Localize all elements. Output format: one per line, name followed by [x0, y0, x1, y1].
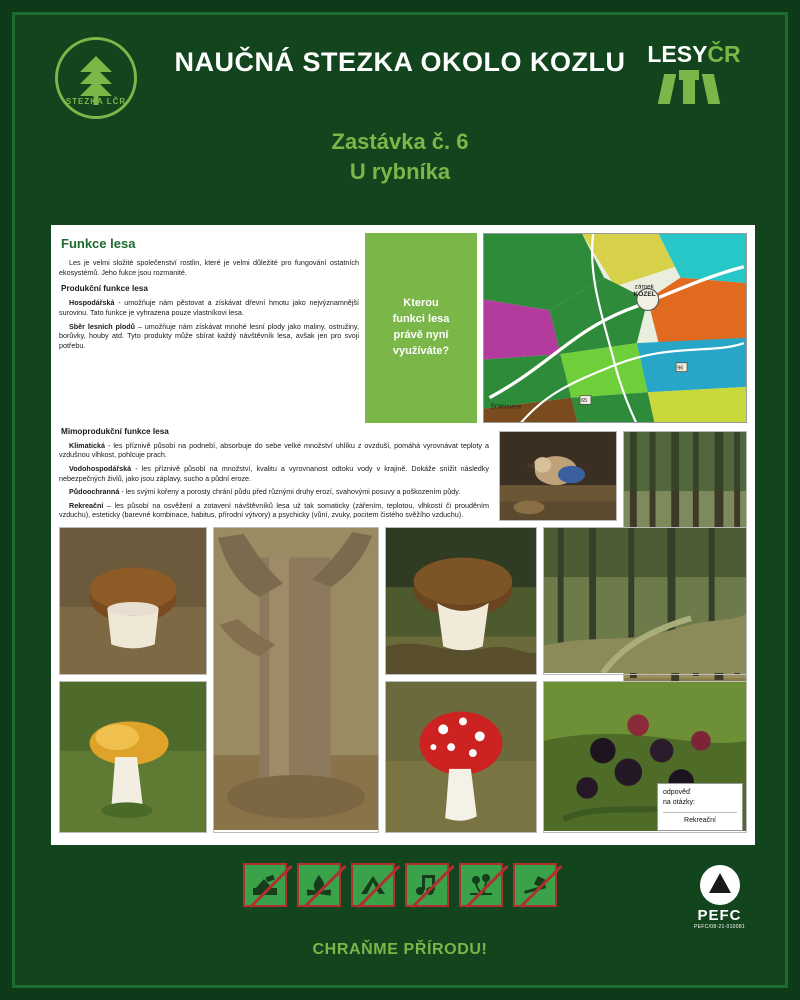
intro-paragraph: Les je velmi složité společenství rostlin, které je velmi důležité pro fungování ostatních ekosystémů. Jeho fukce jsou rozmanité.: [59, 258, 359, 277]
no-noise-icon: [405, 863, 449, 907]
photo-old-tree-graphic: [214, 528, 378, 830]
trail-logo-label: STEZKA LČR: [65, 97, 127, 106]
stop-subtitle: [15, 127, 785, 186]
forest-functions-text: [59, 233, 359, 423]
board-header: [15, 15, 785, 125]
section-heading: Funkce lesa: [61, 236, 136, 251]
text-rekreacni: – les působí na osvěžení a zotavení návštěvníků lesa už tak somaticky (zářením, teplotou, vlhkostí či prouděním vzduchu), esteticky (barevné kombinace, habitus, přírodní výtvory) a psychicky (vůní, zvuky, pocitem čistého svěžího vzduchu).: [59, 500, 489, 520]
paragraph-sber: [59, 322, 359, 351]
no-camping-icon: [351, 863, 395, 907]
stop-number: Zastávka č. 6: [331, 129, 469, 154]
no-campfire-icon: [297, 863, 341, 907]
brand-accent: ČR: [707, 41, 741, 67]
paragraph-pudoochranna: [59, 487, 489, 497]
no-picking-flowers-icon: [459, 863, 503, 907]
photo-forest-stream-graphic: [544, 528, 746, 673]
pefc-code: PEFC/08-21-010081: [694, 924, 745, 930]
paragraph-vodohospodarska: [59, 464, 489, 483]
flower-glyph: [461, 865, 501, 905]
no-littering-icon: [243, 863, 287, 907]
question-line-3: právě nyní: [393, 329, 449, 341]
paragraph-rekreacni: [59, 501, 489, 520]
pefc-name: PEFC: [697, 907, 742, 924]
svg-text:zámek: zámek: [634, 283, 654, 291]
paragraph-klimaticka: [59, 441, 489, 460]
question-text: [393, 296, 450, 360]
pefc-logo-icon: [700, 865, 740, 905]
photo-fly-agaric: [385, 681, 537, 833]
subsection-production: Produkční funkce lesa: [61, 284, 148, 294]
svg-text:KOZEL: KOZEL: [633, 291, 656, 299]
label-klimaticka: Klimatická: [69, 440, 105, 450]
photo-boletus-2: [385, 527, 537, 675]
stop-name: U rybníka: [349, 158, 451, 184]
text-vodohospodarska: - les příznivě působí na množství, kvalitu a vyrovnanost odtoku vody v krajině. Dokáže snížit následky nebezpečných živlů, jako jsou záplavy, sucho a půdní eroze.: [59, 464, 489, 483]
brand-wordmark: [639, 41, 749, 68]
campfire-glyph: [299, 865, 339, 905]
question-line-4: využíváte?: [392, 344, 450, 357]
axe-glyph: [515, 865, 555, 905]
photo-forest-stream: [543, 527, 747, 675]
question-line-1: Kterou: [403, 297, 439, 310]
map-graphic: [484, 234, 746, 423]
lesy-cr-logo: [639, 41, 749, 104]
question-line-2: funkci lesa: [392, 313, 450, 326]
photo-boletus-2-graphic: [386, 528, 536, 674]
answer-box: [657, 783, 743, 832]
prohibition-pictograms: [15, 863, 785, 907]
question-box: [365, 233, 477, 423]
answer-value: Rekreační: [663, 812, 737, 827]
label-rekreacni: Rekreační: [69, 500, 104, 510]
camping-glyph: [353, 865, 393, 905]
photo-gallery: [59, 527, 747, 837]
panel-top-row: [59, 233, 747, 423]
page-title: NAUČNÁ STEZKA OKOLO KOZLU: [174, 47, 626, 77]
photo-boletus-1-graphic: [60, 528, 206, 674]
svg-text:65: 65: [581, 398, 588, 405]
trail-map: [483, 233, 747, 423]
no-damaging-trees-icon: [513, 863, 557, 907]
photo-yellow-mushroom: [59, 681, 207, 833]
photo-yellow-mushroom-graphic: [60, 682, 206, 832]
information-board: [12, 12, 788, 988]
label-sber: Sběr lesních plodů: [69, 321, 136, 331]
photo-bird-graphic: [500, 432, 616, 521]
littering-glyph: [245, 865, 285, 905]
text-klimaticka: - les příznivě působí na podnebí, absorbuje do sebe velké množství uhlíku z ovzduší, pomáhá vyrovnávat teploty a vzdušnou vlhkost, pohlcuje prach.: [59, 440, 489, 460]
label-hospodarska: Hospodářská: [69, 298, 115, 308]
text-hospodarska: - umožňuje nám pěstovat a získávat dřevní hmotu jako nejvýznamnější surovinu. Tato funkce je vyhrazena pouze vlastníkovi lesa.: [59, 298, 359, 317]
label-pudoochranna: Půdoochranná: [69, 487, 120, 497]
answer-label-2: na otázky:: [663, 799, 695, 806]
text-pudoochranna: - les svými kořeny a porosty chrání půdu před různými druhy erozí, svahovými posuvy a poškozením půdy.: [119, 487, 461, 497]
trail-logo: [55, 37, 137, 119]
svg-text:96: 96: [677, 365, 684, 372]
text-sber: – umožňuje nám získávat mnohé lesní plody jako maliny, ostružiny, borůvky, houby atd. Tyto produkty může sbírat každý návštěvník lesa, avšak jen pro svoji potřebu.: [59, 321, 359, 350]
content-panel: [51, 225, 755, 845]
pefc-certification: [694, 865, 745, 930]
lesy-logo-mark-icon: [639, 70, 749, 104]
paragraph-hospodarska: [59, 298, 359, 317]
label-vodohospodarska: Vodohospodářská: [69, 464, 132, 474]
answer-label-1: odpověď: [663, 788, 691, 796]
photo-fly-agaric-graphic: [386, 682, 536, 832]
subsection-nonproduction: Mimoprodukční funkce lesa: [61, 427, 169, 436]
svg-text:Šťáhlavice: Šťáhlavice: [490, 403, 522, 411]
footer-slogan: CHRAŇME PŘÍRODU!: [312, 941, 488, 958]
forest-functions-text-lower: [59, 427, 489, 520]
photo-boletus-1: [59, 527, 207, 675]
photo-old-tree: [213, 527, 379, 833]
noise-glyph: [407, 865, 447, 905]
photo-bird: [499, 431, 617, 521]
brand-word: LESY: [647, 41, 708, 67]
